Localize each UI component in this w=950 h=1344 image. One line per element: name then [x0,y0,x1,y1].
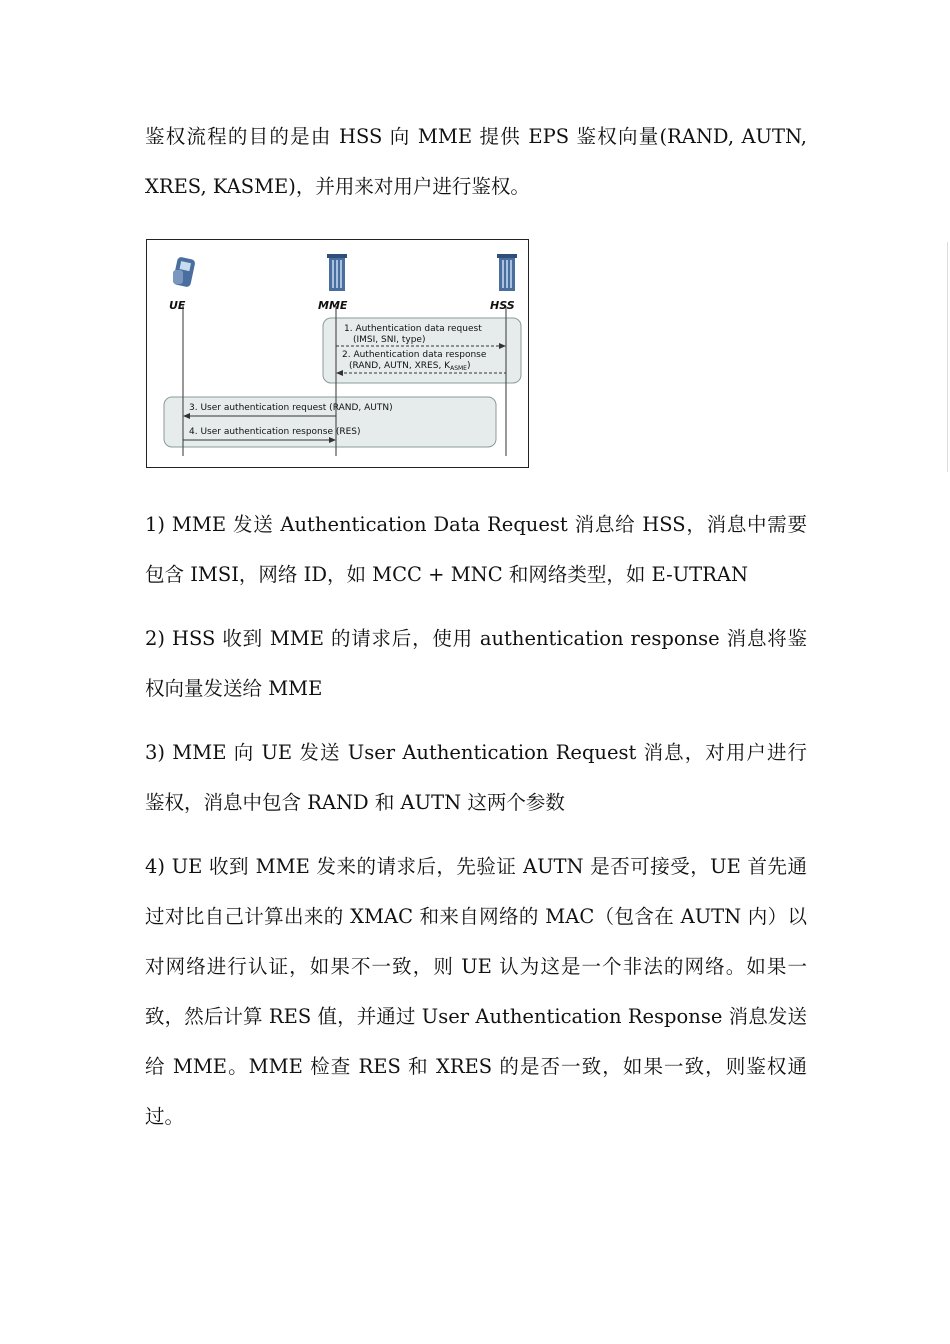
ue-label: UE [169,299,186,312]
mme-server-icon [327,254,347,291]
message-2-label: 2. Authentication data response [342,350,487,360]
hss-server-icon [497,254,517,291]
intro-paragraph: 鉴权流程的目的是由 HSS 向 MME 提供 EPS 鉴权向量(RAND, AUTN, XRES, KASME)，并用来对用户进行鉴权。 [145,125,807,198]
step-1-paragraph: 1) MME 发送 Authentication Data Request 消息给 HSS，消息中需要包含 IMSI，网络 ID，如 MCC + MNC 和网络类型，如 E-UTRAN [145,513,807,586]
step-3-paragraph: 3) MME 向 UE 发送 User Authentication Request 消息，对用户进行鉴权，消息中包含 RAND 和 AUTN 这两个参数 [145,741,807,814]
mobile-phone-icon [172,256,195,287]
hss-label: HSS [490,299,515,312]
mme-label: MME [318,299,348,312]
step-2-paragraph: 2) HSS 收到 MME 的请求后，使用 authentication response 消息将鉴权向量发送给 MME [145,627,807,700]
authentication-sequence-diagram [146,239,529,468]
message-1-params: (IMSI, SNI, type) [353,335,426,345]
step-4-paragraph: 4) UE 收到 MME 发来的请求后，先验证 AUTN 是否可接受，UE 首先通过对比自己计算出来的 XMAC 和来自网络的 MAC（包含在 AUTN 内）以对网络进行认证，如果不一致，则 UE 认为这是一个非法的网络。如果一致，然后计算 RES 值，并通过 User Authentication Response 消息发送给 MME。MME 检查 RES 和 XRES 的是否一致，如果一致，则鉴权通过。 [145,855,807,1128]
page-edge-line [947,242,948,472]
message-2-params: (RAND, AUTN, XRES, $K_{ASME}$) [349,361,471,372]
message-3-label: 3. User authentication request (RAND, AUTN) [189,403,393,413]
message-4-label: 4. User authentication response (RES) [189,427,361,437]
message-1-label: 1. Authentication data request [344,324,482,334]
